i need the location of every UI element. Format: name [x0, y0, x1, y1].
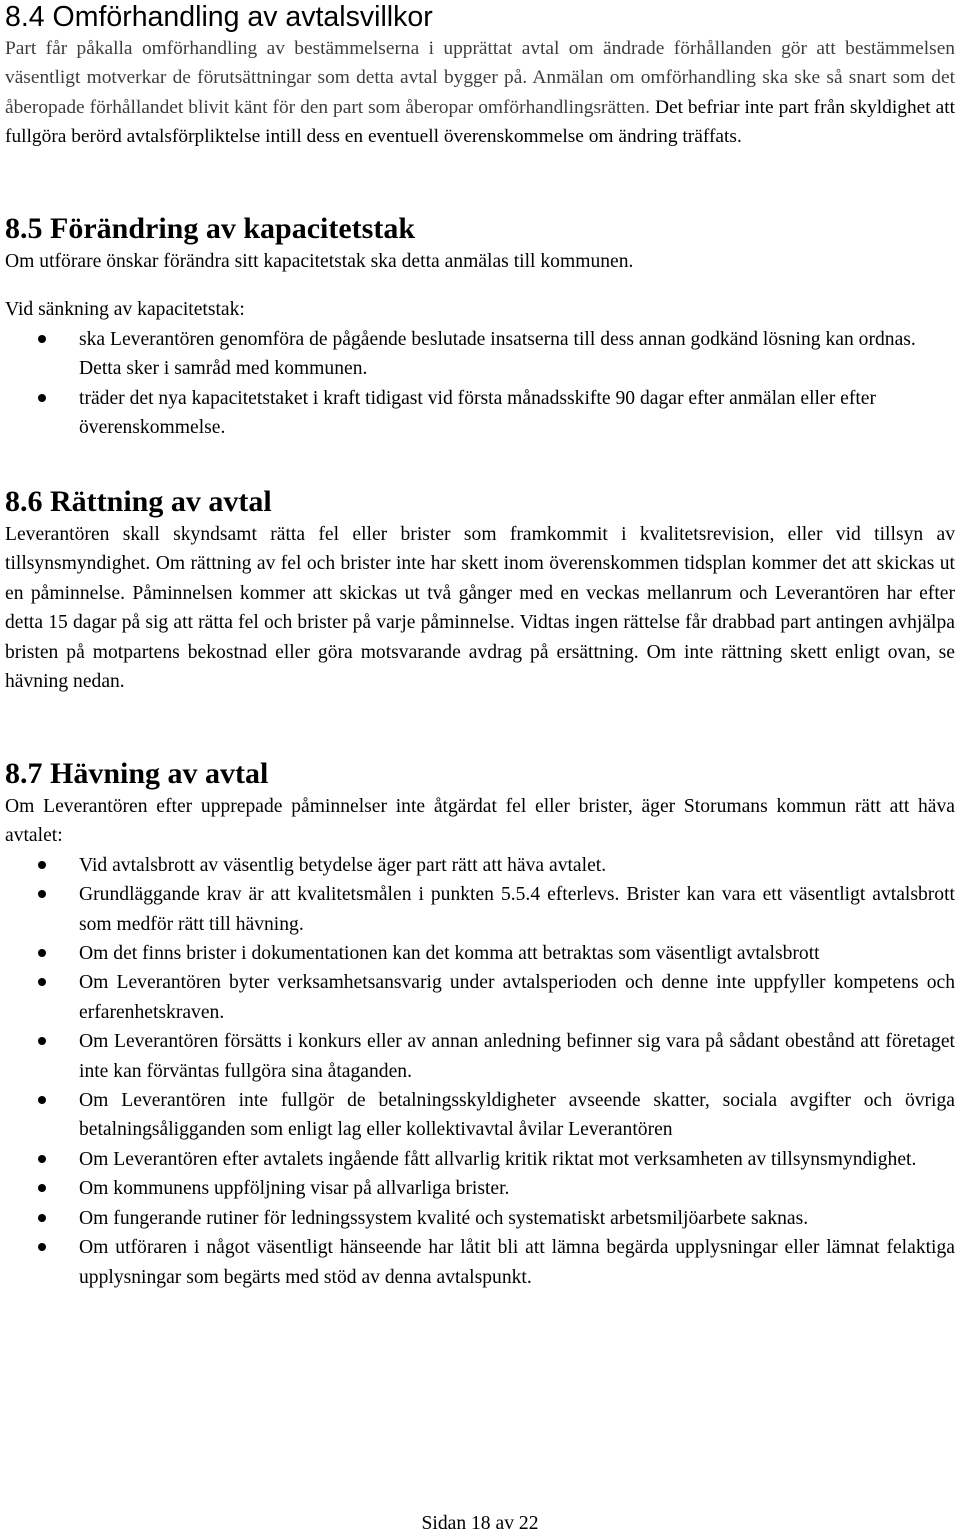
list-item [5, 1145, 955, 1174]
list-item [5, 1204, 955, 1233]
bullet-icon [38, 1243, 46, 1251]
section-paragraph: Leverantören skall skyndsamt rätta fel eller brister som framkommit i kvalitetsrevision, eller vid tillsyn av tillsynsmyndighet. Om rättning av fel och brister inte har skett inom överenskommen tidsplan kommer det att skickas ut en påminnelse. Påminnelsen kommer att skickas ut två gånger med en veckas mellanrum och Leverantören har efter detta 15 dagar på sig att rätta fel och brister på varje påminnelse. Vidtas ingen rättelse får drabbad part antingen avhjälpa bristen på motpartens bekostnad eller göra motsvarande avdrag på ersättning. Om inte rättning skett enligt ovan, se hävning nedan. [5, 524, 955, 693]
section-8-4 [5, 0, 955, 152]
bullet-icon [38, 394, 46, 402]
list-item-text: träder det nya kapacitetstaket i kraft tidigast vid första månadsskifte 90 dagar efter anmälan eller efter överenskommelse. [79, 387, 877, 439]
list-item [5, 880, 955, 939]
bullet-icon [38, 1096, 46, 1104]
page-footer [0, 1512, 960, 1536]
list-item-text: ska Leverantören genomföra de pågående beslutade insatserna till dess annan godkänd lösning kan ordnas. Detta sker i samråd med kommunen. [79, 328, 916, 380]
list-item-text: Om det finns brister i dokumentationen kan det komma att betraktas som väsentligt avtalsbrott [79, 943, 820, 965]
paragraph-text: Part får påkalla omförhandling av bestämmelserna i upprättat avtal om ändrade förhållanden gör att bestämmelsen väsentligt motverkar de förutsättningar som detta avtal bygger på. Anmälan om omförhandling ska ske så snart som det åberopade förhållandet blivit känt för den part som åberopar omförhandlingsrätten. [5, 38, 955, 118]
bullet-icon [38, 1184, 46, 1192]
list-item [5, 325, 955, 384]
section-paragraph [5, 34, 955, 152]
bullet-icon [38, 1214, 46, 1222]
list-item [5, 1027, 955, 1086]
list-item [5, 939, 955, 968]
section-8-5 [5, 211, 955, 442]
bullet-list [5, 325, 955, 443]
list-item-text: Om Leverantören efter avtalets ingående fått allvarlig kritik riktat mot verksamheten av tillsynsmyndighet. [79, 1148, 917, 1170]
list-item-text: Vid avtalsbrott av väsentlig betydelse äger part rätt att häva avtalet. [79, 854, 607, 876]
bullet-icon [38, 949, 46, 957]
section-8-7 [5, 756, 955, 1292]
bullet-icon [38, 861, 46, 869]
list-item [5, 851, 955, 880]
bullet-icon [38, 335, 46, 343]
section-heading: 8.6 Rättning av avtal [5, 485, 272, 518]
list-item [5, 1174, 955, 1203]
bullet-icon [38, 978, 46, 986]
list-item-text: Om fungerande rutiner för ledningssystem kvalité och systematiskt arbetsmiljöarbete saknas. [79, 1207, 809, 1229]
bullet-icon [38, 890, 46, 898]
section-paragraph: Om utförare önskar förändra sitt kapacitetstak ska detta anmälas till kommunen. [5, 251, 634, 272]
list-item-text: Om utföraren i något väsentligt hänseende har låtit bli att lämna begärda upplysningar eller lämnat felaktiga upplysningar som begärts med stöd av denna avtalspunkt. [79, 1237, 955, 1288]
list-item-text: Grundläggande krav är att kvalitetsmålen i punkten 5.5.4 efterlevs. Brister kan vara ett väsentligt avtalsbrott som medför rätt till hävning. [79, 884, 955, 935]
bullet-list [5, 851, 955, 1292]
section-paragraph: Vid sänkning av kapacitetstak: [5, 299, 245, 321]
list-item [5, 1233, 955, 1292]
page-number: Sidan 18 av 22 [421, 1513, 539, 1534]
list-item [5, 384, 955, 443]
list-item-text: Om Leverantören försätts i konkurs eller av annan anledning befinner sig vara på sådant obestånd att företaget inte kan förväntas fullgöra sina åtaganden. [79, 1031, 955, 1082]
section-heading: 8.5 Förändring av kapacitetstak [5, 212, 416, 245]
list-item-text: Om kommunens uppföljning visar på allvarliga brister. [79, 1178, 510, 1200]
paragraph-text: Det befriar inte part från skyldighet att fullgöra berörd avtalsförpliktelse intill dess en eventuell överenskommelse om ändring träffats. [5, 96, 955, 148]
list-item-text: Om Leverantören inte fullgör de betalningsskyldigheter avseende skatter, sociala avgifter och övriga betalningsåligganden som enligt lag eller kollektivavtal åvilar Leverantören [79, 1090, 955, 1141]
list-item-text: Om Leverantören byter verksamhetsansvarig under avtalsperioden och denne inte uppfyller kompetens och erfarenhetskraven. [79, 972, 955, 1023]
list-item [5, 1086, 955, 1145]
section-8-6 [5, 484, 955, 696]
section-paragraph: Om Leverantören efter upprepade påminnelser inte åtgärdat fel eller brister, äger Storumans kommun rätt att häva avtalet: [5, 796, 955, 847]
bullet-icon [38, 1155, 46, 1163]
section-heading: 8.4 Omförhandling av avtalsvillkor [5, 1, 433, 33]
section-heading: 8.7 Hävning av avtal [5, 757, 269, 790]
list-item [5, 968, 955, 1027]
bullet-icon [38, 1037, 46, 1045]
